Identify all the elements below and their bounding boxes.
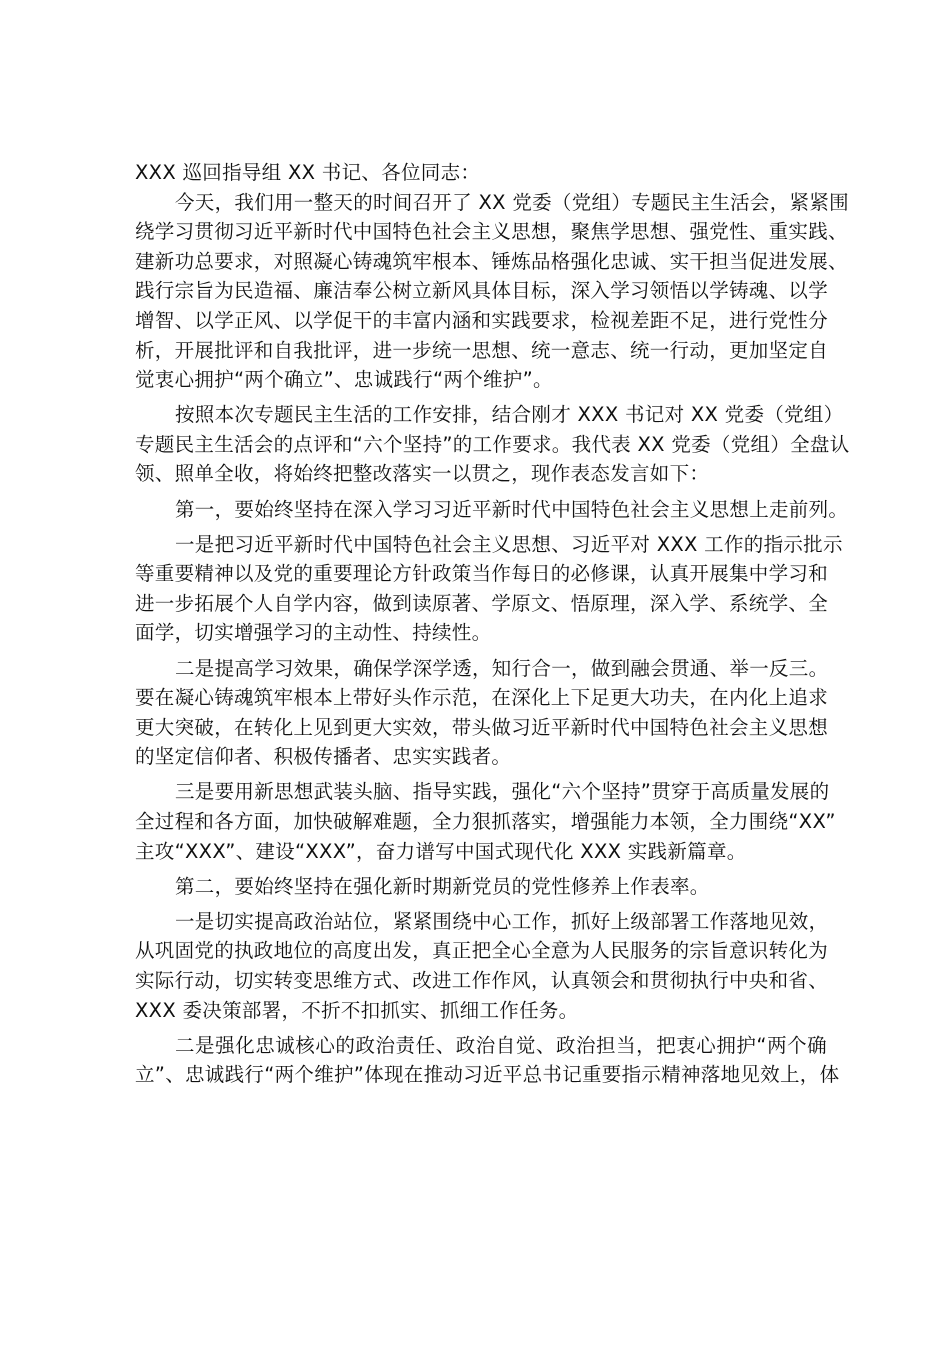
text-line: 析，开展批评和自我批评，进一步统一思想、统一意志、统一行动，更加坚定自 (135, 338, 829, 362)
salutation: XXX 巡回指导组 XX 书记、各位同志： (135, 161, 481, 184)
text-line: 主攻“XXX”、建设“XXX”，奋力谱写中国式现代化 XXX 实践新篇章。 (135, 839, 747, 863)
text-line: 一是切实提高政治站位，紧紧围绕中心工作，抓好上级部署工作落地见效， (175, 909, 829, 933)
text-line: 的坚定信仰者、积极传播者、忠实实践者。 (135, 745, 512, 769)
text-line: 按照本次专题民主生活的工作安排，结合刚才 XXX 书记对 XX 党委（党组） (175, 403, 844, 427)
text-line: 二是提高学习效果，确保学深学透，知行合一，做到融会贯通、举一反三。 (175, 656, 829, 680)
text-line: 领、照单全收，将始终把整改落实一以贯之，现作表态发言如下： (135, 462, 710, 486)
text-line: 觉衷心拥护“两个确立”、忠诚践行“两个维护”。 (135, 368, 553, 392)
text-line: 要在凝心铸魂筑牢根本上带好头作示范，在深化上下足更大功夫，在内化上追求 (135, 686, 829, 710)
text-line: 进一步拓展个人自学内容，做到读原著、学原文、悟原理，深入学、系统学、全 (135, 591, 829, 615)
text-line: 等重要精神以及党的重要理论方针政策当作每日的必修课，认真开展集中学习和 (135, 562, 829, 586)
text-line: 立”、忠诚践行“两个维护”体现在推动习近平总书记重要指示精神落地见效上，体 (135, 1063, 840, 1087)
text-line: XXX 委决策部署，不折不扣抓实、抓细工作任务。 (135, 998, 579, 1022)
text-line: 践行宗旨为民造福、廉洁奉公树立新风具体目标，深入学习领悟以学铸魂、以学 (135, 279, 829, 303)
text-line: 实际行动，切实转变思维方式、改进工作作风，认真领会和贯彻执行中央和省、 (135, 968, 829, 992)
text-line: 二是强化忠诚核心的政治责任、政治自觉、政治担当，把衷心拥护“两个确 (175, 1033, 827, 1057)
text-line: 一是把习近平新时代中国特色社会主义思想、习近平对 XXX 工作的指示批示 (175, 532, 843, 556)
text-line: 增智、以学正风、以学促干的丰富内涵和实践要求，检视差距不足，进行党性分 (135, 308, 829, 332)
text-line: 三是要用新思想武装头脑、指导实践，强化“六个坚持”贯穿于高质量发展的 (175, 780, 830, 804)
text-line: 从巩固党的执政地位的高度出发，真正把全心全意为人民服务的宗旨意识转化为 (135, 939, 829, 963)
text-line: 面学，切实增强学习的主动性、持续性。 (135, 621, 492, 645)
section-heading: 第二，要始终坚持在强化新时期新党员的党性修养上作表率。 (175, 874, 710, 898)
text-line: 绕学习贯彻习近平新时代中国特色社会主义思想，聚焦学思想、强党性、重实践、 (135, 220, 848, 244)
text-line: 更大突破，在转化上见到更大实效，带头做习近平新时代中国特色社会主义思想 (135, 715, 829, 739)
document-body (135, 158, 850, 1090)
text-line: 全过程和各方面，加快破解难题，全力狠抓落实，增强能力本领，全力围绕“XX” (135, 809, 836, 833)
text-line: 建新功总要求，对照凝心铸魂筑牢根本、锤炼品格强化忠诚、实干担当促进发展、 (135, 249, 848, 273)
section-heading: 第一，要始终坚持在深入学习习近平新时代中国特色社会主义思想上走前列。 (175, 497, 849, 521)
text-line: 今天，我们用一整天的时间召开了 XX 党委（党组）专题民主生活会，紧紧围 (175, 190, 849, 214)
text-line: 专题民主生活会的点评和“六个坚持”的工作要求。我代表 XX 党委（党组）全盘认 (135, 432, 850, 456)
